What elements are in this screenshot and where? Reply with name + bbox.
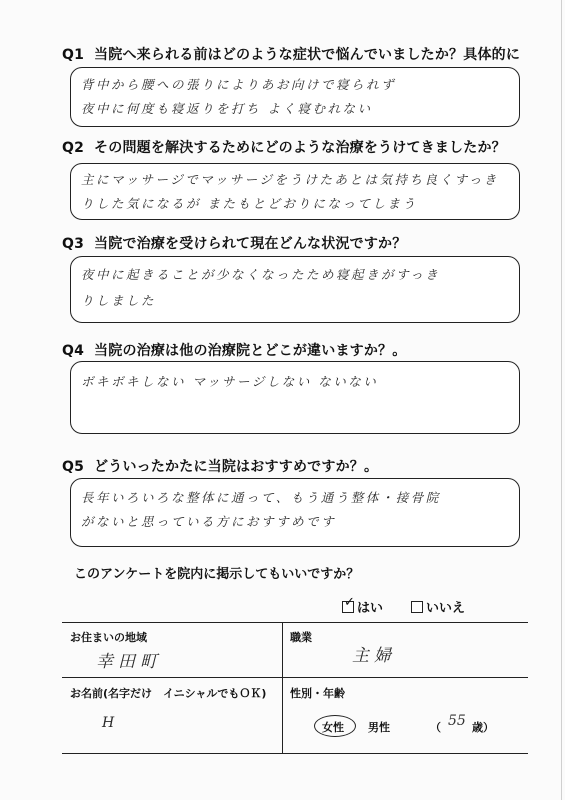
question-1 — [62, 44, 520, 64]
no-label: いいえ — [426, 601, 466, 616]
question-number: Q3 — [62, 236, 85, 252]
job-value: 主婦 — [352, 646, 396, 666]
question-text: その問題を解決するためにどのような治療をうけてきましたか？ — [94, 140, 506, 156]
male-option[interactable]: 男性 — [368, 721, 390, 734]
answer-line: がないと思っている方におすすめです — [81, 514, 337, 529]
table-divider — [62, 677, 528, 678]
address-value: 幸田町 — [96, 652, 162, 672]
question-3 — [62, 233, 406, 253]
question-number: Q5 — [62, 459, 85, 475]
answer-line: りしました — [81, 293, 157, 308]
answer-box-5 — [70, 478, 520, 547]
answer-line: 夜中に起きることが少なくなったため寝起きがすっき — [81, 267, 441, 282]
scan-edge — [561, 0, 562, 800]
answer-line: 背中から腰への張りによりあお向けで寝られず — [81, 77, 397, 92]
answer-line: 長年いろいろな整体に通って、もう通う整体・接骨院 — [81, 490, 441, 505]
consent-no-option[interactable] — [411, 597, 465, 616]
respondent-info-table — [62, 622, 528, 754]
no-checkbox[interactable] — [411, 601, 423, 613]
address-label: お住まいの地域 — [70, 631, 147, 644]
age-open-paren: （ — [430, 721, 441, 734]
female-option[interactable]: 女性 — [322, 721, 344, 734]
question-text: どういったかたに当院はおすすめですか？。 — [94, 459, 379, 475]
question-text: 当院の治療は他の治療院とどこが違いますか？。 — [94, 343, 407, 359]
question-4 — [62, 340, 406, 360]
consent-question: このアンケートを院内に掲示してもいいですか？ — [74, 567, 360, 582]
question-number: Q1 — [62, 47, 85, 63]
job-label: 職業 — [290, 631, 312, 644]
table-divider — [282, 623, 283, 753]
question-2 — [62, 137, 506, 157]
answer-box-3 — [70, 256, 520, 323]
answer-line: 夜中に何度も寝返りを打ち よく寝むれない — [81, 101, 373, 116]
question-text: 当院へ来られる前はどのような症状で悩んでいましたか？具体的に — [94, 47, 521, 63]
name-label: お名前(名字だけ イニシャルでもＯＫ) — [70, 687, 267, 700]
answer-box-4 — [70, 361, 520, 434]
answer-line: 主にマッサージでマッサージをうけたあとは気持ち良くすっき — [81, 172, 499, 187]
answer-box-2 — [70, 163, 520, 220]
question-number: Q4 — [62, 343, 85, 359]
check-mark-icon: ✓ — [344, 595, 355, 610]
sex-age-label: 性別・年齢 — [290, 687, 345, 700]
yes-checkbox[interactable] — [342, 595, 355, 613]
question-text: 当院で治療を受けられて現在どんな状況ですか？ — [94, 236, 407, 252]
age-value: 55 — [448, 713, 466, 729]
question-5 — [62, 456, 378, 476]
age-unit: 歳） — [472, 721, 494, 734]
answer-line: りした気になるが またもとどおりになってしまう — [81, 196, 418, 211]
name-value: H — [102, 715, 120, 731]
question-number: Q2 — [62, 140, 85, 156]
yes-label: はい — [357, 601, 384, 616]
consent-yes-option[interactable] — [342, 597, 383, 616]
answer-box-1 — [70, 67, 520, 127]
answer-line: ボキボキしない マッサージしない ないない — [81, 374, 379, 389]
